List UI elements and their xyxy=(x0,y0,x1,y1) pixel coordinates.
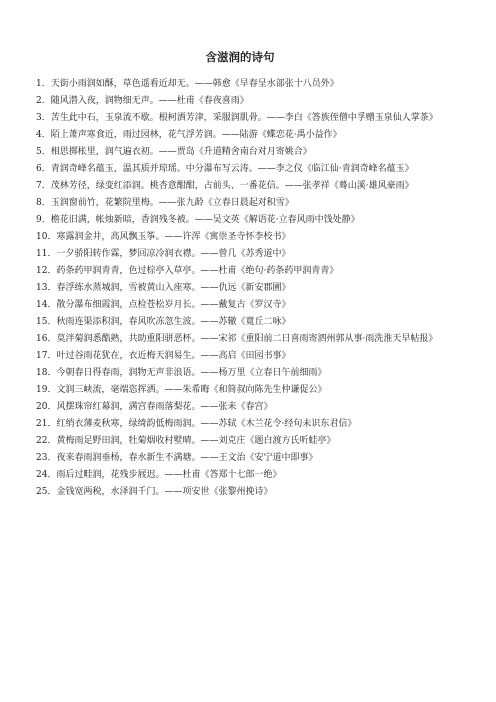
line-text: 叶过谷雨花犹在，衣近梅天润易生。——高启《田园书事》 xyxy=(56,351,291,361)
line-number: 20． xyxy=(36,402,57,412)
line-number: 12． xyxy=(36,266,57,276)
poem-line xyxy=(36,127,444,144)
line-number: 10． xyxy=(36,232,57,242)
line-text: 寒露润金井，高风飘玉筝。——许浑《寓崇圣寺怀李校书》 xyxy=(56,232,291,242)
line-text: 檐花旧满，帐烛新暗，香润残冬被。——吴文英《解语花·立春风雨中饯处静》 xyxy=(50,215,360,225)
line-number: 22． xyxy=(36,436,57,446)
line-text: 一夕骄阳转作霖，梦回凉冷润衣襟。——曾几《苏秀道中》 xyxy=(56,249,291,259)
line-text: 玉润窗前竹，花繁院里梅。——张九龄《立春日晨起对积雪》 xyxy=(50,198,294,208)
line-number: 7． xyxy=(36,181,51,191)
poem-line xyxy=(36,144,444,161)
line-number: 24． xyxy=(36,470,57,480)
poem-line xyxy=(36,365,444,382)
line-text: 春浮练水蒸城润，雪被黄山入座寒。——仇远《新安郡圃》 xyxy=(56,283,291,293)
line-text: 红绡衣薄麦秋寒，绿绮韵低梅雨润。——苏轼《木兰花令·经旬未识东君信》 xyxy=(56,419,357,429)
poem-line xyxy=(36,348,444,365)
line-number: 11． xyxy=(36,249,57,259)
line-number: 13． xyxy=(36,283,57,293)
line-text: 青润奇峰名蕴玉，温其质并琼瑶。中分瀑布写云涛。——李之仪《临江仙·青润奇峰名蕴玉》 xyxy=(50,164,414,174)
line-number: 4． xyxy=(36,130,51,140)
poem-line xyxy=(36,382,444,399)
poem-line xyxy=(36,467,444,484)
poem-line xyxy=(36,280,444,297)
poem-line xyxy=(36,93,444,110)
line-text: 散分瀑布细霞润，点检苍松岁月长。——戴复古《罗汉寺》 xyxy=(56,300,291,310)
line-text: 文润三峡流，毫端恣挥洒。——朱希晦《和简叔向陈先生仲谦促公》 xyxy=(56,385,327,395)
line-number: 14． xyxy=(36,300,57,310)
line-text: 今朝春日得春雨，润物无声非浪语。——杨万里《立春日午前细雨》 xyxy=(56,368,327,378)
line-text: 天街小雨润如酥，草色遥看近却无。——韩愈《早春呈水部张十八员外》 xyxy=(50,79,339,89)
poem-line xyxy=(36,212,444,229)
line-text: 雨后过畦润，花残步屐迟。——杜甫《答郑十七郎一绝》 xyxy=(56,470,282,480)
line-number: 6． xyxy=(36,164,51,174)
line-number: 8． xyxy=(36,198,51,208)
line-number: 5． xyxy=(36,147,51,157)
line-text: 风摆珠帘红幕润，满宫春雨落梨花。——张耒《春宫》 xyxy=(56,402,273,412)
line-text: 茂林芳径，绿变红添润。桃杏意酣酣，占前头、一番花信。——张孝祥《蓦山溪·雄风豪雨》 xyxy=(50,181,414,191)
poem-line xyxy=(36,297,444,314)
line-text: 苦生此中石，玉泉流不歇。根柯洒芳津，采服润肌骨。——李白《答族侄僧中孚赠玉泉仙人掌茶》 xyxy=(50,113,438,123)
line-number: 25． xyxy=(36,487,57,497)
poem-line xyxy=(36,76,444,93)
page-title: 含滋润的诗句 xyxy=(205,50,275,64)
poem-line xyxy=(36,229,444,246)
poem-line xyxy=(36,314,444,331)
poem-line xyxy=(36,263,444,280)
poem-line xyxy=(36,450,444,467)
line-number: 1． xyxy=(36,79,51,89)
poem-line xyxy=(36,484,444,501)
poem-line xyxy=(36,416,444,433)
line-number: 18． xyxy=(36,368,57,378)
line-number: 2． xyxy=(36,96,51,106)
line-number: 21． xyxy=(36,419,57,429)
poem-line xyxy=(36,178,444,195)
line-text: 相思掷枨里，润气遍衣初。——贾岛《升道精舍南台对月寄姚合》 xyxy=(50,147,312,157)
line-number: 3． xyxy=(36,113,51,123)
poem-line xyxy=(36,331,444,348)
poem-line xyxy=(36,246,444,263)
line-text: 陌上萧声寒食近，雨过园林，花气浮芳润。——陆游《蝶恋花·禹小益作》 xyxy=(50,130,342,140)
poem-line xyxy=(36,161,444,178)
line-number: 15． xyxy=(36,317,57,327)
poem-line xyxy=(36,110,444,127)
line-text: 药条药甲润青青，色过棕亭入草亭。——杜甫《绝句·药条药甲润青青》 xyxy=(56,266,339,276)
poem-line xyxy=(36,399,444,416)
line-number: 9． xyxy=(36,215,51,225)
poem-list xyxy=(36,76,444,501)
line-text: 黄梅雨足野田润，牡菊烟收村墅晴。——刘克庄《题白渡方氏听蛙亭》 xyxy=(56,436,336,446)
poem-line xyxy=(36,195,444,212)
line-text: 金钱宽两税，水泽润千门。——项安世《张黎州挽诗》 xyxy=(56,487,273,497)
poem-line xyxy=(36,433,444,450)
line-number: 23． xyxy=(36,453,57,463)
line-number: 17． xyxy=(36,351,57,361)
line-text: 夜来春雨润垂杨，春水新生不满塘。——王文治《安宁道中即事》 xyxy=(56,453,318,463)
line-number: 19． xyxy=(36,385,57,395)
line-text: 莫泮菊润悉酷熟，共助重阳骈恶杯。——宋祁《重阳前二日喜雨寄泗州郭从事·雨洗淮天早帖报》 xyxy=(56,334,438,344)
line-text: 随风潜入夜，润物细无声。——杜甫《春夜喜雨》 xyxy=(50,96,249,106)
line-text: 秋雨连渠添积润，春风吹冻忽生波。——苏辙《寬丘二咏》 xyxy=(56,317,291,327)
line-number: 16． xyxy=(36,334,57,344)
